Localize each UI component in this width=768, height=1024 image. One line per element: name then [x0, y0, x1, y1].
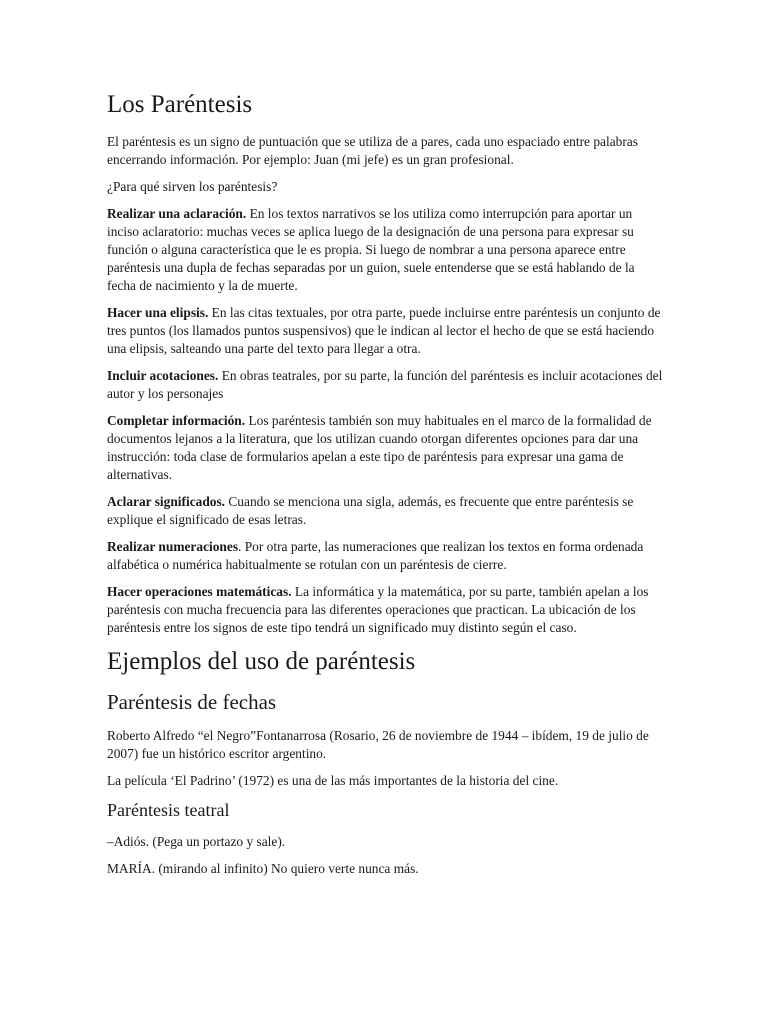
use-paragraph-significados	[107, 493, 663, 529]
use-text: Los paréntesis también son muy habituales en el marco de la formalidad de documentos lejanos a la literatura, que los utilizan cuando otorgan diferentes opciones para dar una instrucción: toda clase de formularios apelan a este tipo de paréntesis para expresar una gama de alternativas.	[107, 413, 652, 482]
use-text: . Por otra parte, las numeraciones que realizan los textos en forma ordenada alfabética o numérica habitualmente se rotulan con un paréntesis de cierre.	[107, 539, 644, 572]
use-paragraph-informacion	[107, 412, 663, 484]
use-paragraph-acotaciones	[107, 367, 663, 403]
use-paragraph-numeraciones	[107, 538, 663, 574]
use-term: Aclarar significados.	[107, 494, 226, 509]
use-term: Realizar una aclaración.	[107, 206, 247, 221]
use-text: Cuando se menciona una sigla, además, es frecuente que entre paréntesis se explique el significado de esas letras.	[107, 494, 634, 527]
dates-example-paragraph: La película ‘El Padrino’ (1972) es una de las más importantes de la historia del cine.	[107, 773, 559, 788]
dates-heading: Paréntesis de fechas	[107, 690, 277, 714]
dates-example-paragraph: Roberto Alfredo “el Negro”Fontanarrosa (Rosario, 26 de noviembre de 1944 – ibídem, 19 de julio de 2007) fue un histórico escritor argentino.	[107, 728, 649, 761]
use-term: Completar información.	[107, 413, 246, 428]
theatre-example-paragraph: MARÍA. (mirando al infinito) No quiero verte nunca más.	[107, 861, 419, 876]
use-text: En los textos narrativos se los utiliza como interrupción para aportar un inciso aclaratorio: muchas veces se aplica luego de la designación de una persona para expresar su función o alguna característica que le es propia. Si luego de nombrar a una persona aparece entre paréntesis una dupla de fechas separadas por un guion, suele entenderse que se está hablando de la fecha de nacimiento y la de muerte.	[107, 206, 635, 293]
theatre-example-paragraph: –Adiós. (Pega un portazo y sale).	[107, 834, 286, 849]
document-content	[107, 90, 663, 887]
use-term: Realizar numeraciones	[107, 539, 239, 554]
use-term: Hacer operaciones matemáticas.	[107, 584, 292, 599]
intro-paragraph: El paréntesis es un signo de puntuación que se utiliza de a pares, cada uno espaciado entre palabras encerrando información. Por ejemplo: Juan (mi jefe) es un gran profesional.	[107, 134, 638, 167]
use-term: Incluir acotaciones.	[107, 368, 219, 383]
use-paragraph-matematicas	[107, 583, 663, 637]
theatre-heading: Paréntesis teatral	[107, 800, 230, 820]
use-text: En obras teatrales, por su parte, la función del paréntesis es incluir acotaciones del autor y los personajes	[107, 368, 663, 401]
page-title: Los Paréntesis	[107, 91, 253, 118]
use-text: La informática y la matemática, por su parte, también apelan a los paréntesis con mucha frecuencia para las diferentes operaciones que practican. La ubicación de los paréntesis entre los signos de este tipo tendrá un significado muy distinto según el caso.	[107, 584, 649, 635]
use-text: En las citas textuales, por otra parte, puede incluirse entre paréntesis un conjunto de tres puntos (los llamados puntos suspensivos) que le indican al lector el hecho de que se está haciendo una elipsis, salteando una parte del texto para llegar a otra.	[107, 305, 661, 356]
use-term: Hacer una elipsis.	[107, 305, 209, 320]
use-paragraph-elipsis	[107, 304, 663, 358]
examples-heading: Ejemplos del uso de paréntesis	[107, 648, 416, 675]
question-paragraph: ¿Para qué sirven los paréntesis?	[107, 179, 278, 194]
use-paragraph-aclaracion	[107, 205, 663, 295]
